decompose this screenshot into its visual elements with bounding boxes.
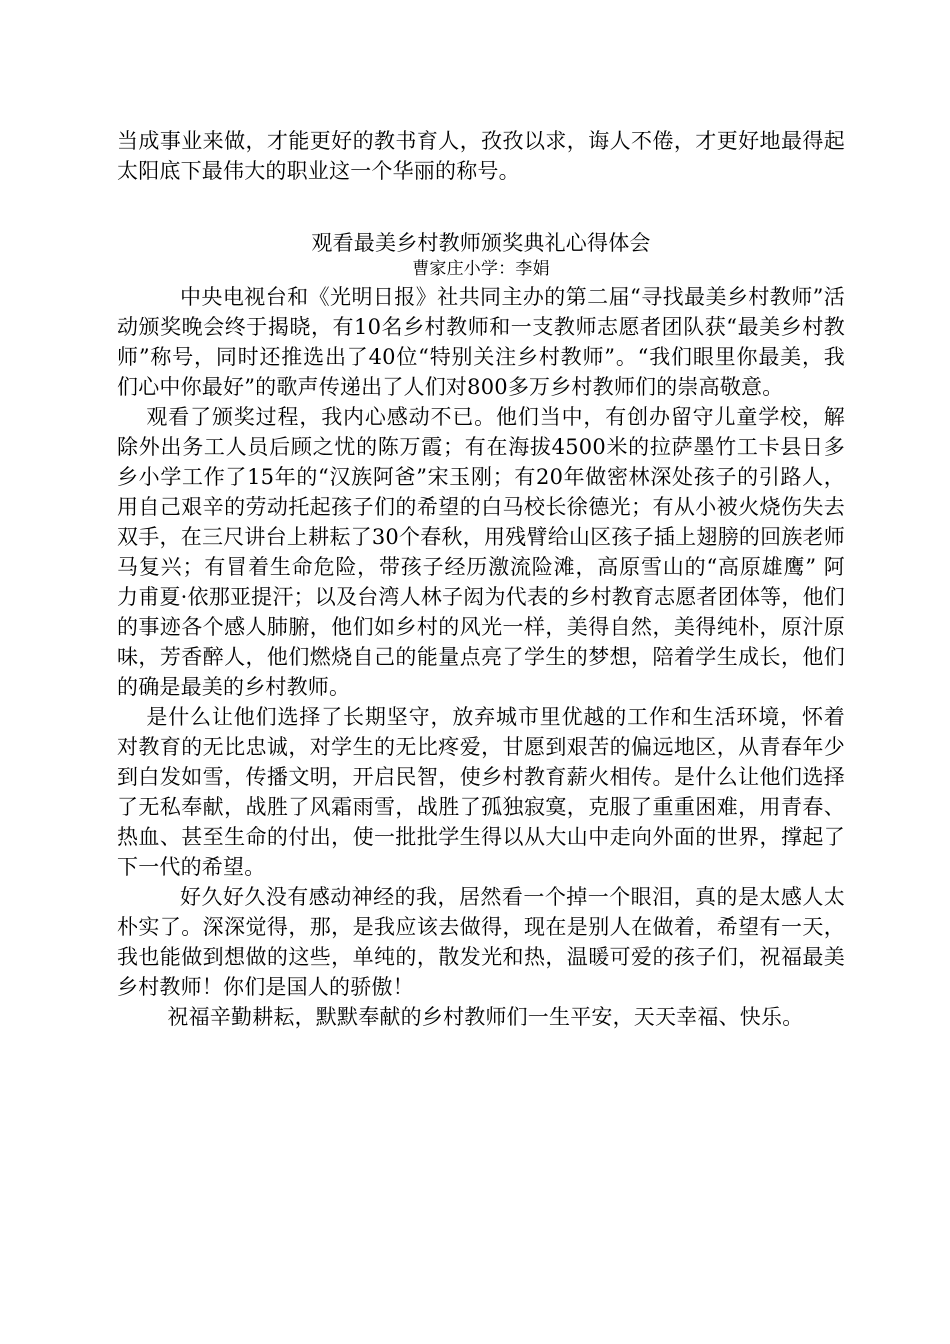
article-paragraph-1: 中央电视台和《光明日报》社共同主办的第二届“寻找最美乡村教师”活动颁奖晚会终于揭晓，有10名乡村教师和一支教师志愿者团队获“最美乡村教师”称号，同时还推选出了40位“特别关注乡村教师”。“我们眼里你最美，我们心中你最好”的歌声传递出了人们对800多万乡村教师们的崇高敬意。 — [117, 285, 845, 399]
article-paragraph-3: 是什么让他们选择了长期坚守，放弃城市里优越的工作和生活环境，怀着对教育的无比忠诚，对学生的无比疼爱，甘愿到艰苦的偏远地区，从青春年少到白发如雪，传播文明，开启民智，使乡村教育薪火相传。是什么让他们选择了无私奉献，战胜了风霜雨雪，战胜了孤独寂寞，克服了重重困难，用青春、热血、甚至生命的付出，使一批批学生得以从大山中走向外面的世界，撑起了下一代的希望。 — [117, 705, 845, 879]
article-paragraph-4: 好久好久没有感动神经的我，居然看一个掉一个眼泪，真的是太感人太朴实了。深深觉得，那，是我应该去做得，现在是别人在做着，希望有一天，我也能做到想做的这些，单纯的，散发光和热，温暖可爱的孩子们，祝福最美乡村教师！你们是国人的骄傲！ — [117, 885, 845, 999]
article-paragraph-5: 祝福辛勤耕耘，默默奉献的乡村教师们一生平安，天天幸福、快乐。 — [167, 1005, 804, 1029]
continued-paragraph: 当成事业来做，才能更好的教书育人，孜孜以求，诲人不倦，才更好地最得起太阳底下最伟大的职业这一个华丽的称号。 — [117, 129, 845, 183]
article — [117, 228, 845, 1032]
article-title: 观看最美乡村教师颁奖典礼心得体会 — [311, 231, 651, 255]
article-paragraph-2: 观看了颁奖过程，我内心感动不已。他们当中，有创办留守儿童学校，解除外出务工人员后顾之忧的陈万霞；有在海拔4500米的拉萨墨竹工卡县日多乡小学工作了15年的“汉族阿爸”宋玉刚；有20年做密林深处孩子的引路人，用自己艰辛的劳动托起孩子们的希望的白马校长徐德光；有从小被火烧伤失去双手，在三尺讲台上耕耘了30个春秋，用残臂给山区孩子插上翅膀的回族老师马复兴；有冒着生命危险，带孩子经历激流险滩，高原雪山的“高原雄鹰” 阿力甫夏·依那亚提汗；以及台湾人林子闳为代表的乡村教育志愿者团体等，他们的事迹各个感人肺腑，他们如乡村的风光一样，美得自然，美得纯朴，原汁原味，芳香醉人，他们燃烧自己的能量点亮了学生的梦想，陪着学生成长，他们的确是最美的乡村教师。 — [117, 405, 845, 699]
article-author: 曹家庄小学：李娟 — [412, 259, 550, 279]
